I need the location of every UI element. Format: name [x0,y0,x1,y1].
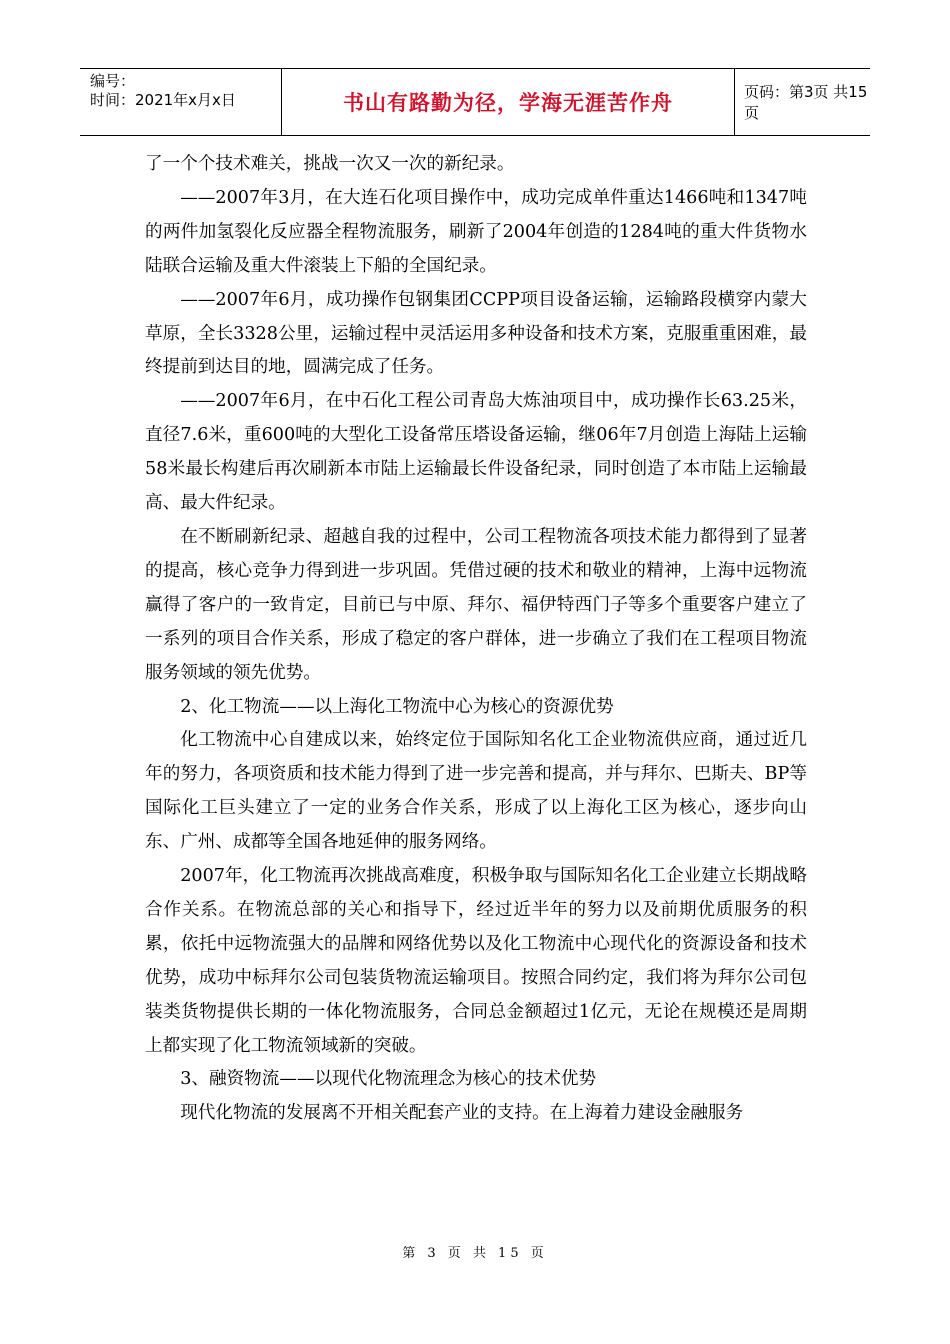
header-meta-cell [80,69,282,135]
page-footer: 第 3 页 共 15 页 [402,1246,548,1261]
page-header [80,68,870,136]
header-motto: 书山有路勤为径，学海无涯苦作舟 [282,69,735,135]
paragraph: 在不断刷新纪录、超越自我的过程中，公司工程物流各项技术能力都得到了显著的提高，核心竞争力得到进一步巩固。凭借过硬的技术和敬业的精神，上海中远物流赢得了客户的一致肯定，目前已与中原、拜尔、福伊特西门子等多个重要客户建立了一系列的项目合作关系，形成了稳定的客户群体，进一步确立了我们在工程项目物流服务领域的领先优势。 [145,526,807,683]
paragraph: ——2007年6月，成功操作包钢集团CCPP项目设备运输，运输路段横穿内蒙大草原，全长3328公里，运输过程中灵活运用多种设备和技术方案，克服重重困难，最终提前到达目的地，圆满完成了任务。 [145,289,807,378]
paragraph: ——2007年6月，在中石化工程公司青岛大炼油项目中，成功操作长63.25米，直径7.6米，重600吨的大型化工设备常压塔设备运输，继06年7月创造上海陆上运输58米最长构建后再次刷新本市陆上运输最长件设备纪录，同时创造了本市陆上运输最高、最大件纪录。 [145,391,807,514]
section-heading: 2、化工物流——以上海化工物流中心为核心的资源优势 [180,696,614,717]
paragraph: ——2007年3月，在大连石化项目操作中，成功完成单件重达1466吨和1347吨的两件加氢裂化反应器全程物流服务，刷新了2004年创造的1284吨的重大件货物水陆联合运输及重大件滚装上下船的全国纪录。 [145,187,807,276]
doc-code-label: 编号： [90,72,136,90]
paragraph: 化工物流中心自建成以来，始终定位于国际知名化工企业物流供应商，通过近几年的努力，各项资质和技术能力得到了进一步完善和提高，并与拜尔、巴斯夫、BP等国际化工巨头建立了一定的业务合作关系，形成了以上海化工区为核心，逐步向山东、广州、成都等全国各地延伸的服务网络。 [145,730,807,853]
paragraph: 了一个个技术难关，挑战一次又一次的新纪录。 [145,154,515,174]
document-body [145,148,807,1131]
header-page-info: 页码：第3页 共15页 [744,83,868,122]
section-heading: 3、融资物流——以现代化物流理念为核心的技术优势 [180,1069,597,1090]
paragraph: 现代化物流的发展离不开相关配套产业的支持。在上海着力建设金融服务 [180,1103,744,1124]
paragraph: 2007年，化工物流再次挑战高难度，积极争取与国际知名化工企业建立长期战略合作关系。在物流总部的关心和指导下，经过近半年的努力以及前期优质服务的积累，依托中远物流强大的品牌和网络优势以及化工物流中心现代化的资源设备和技术优势，成功中标拜尔公司包装货物流运输项目。按照合同约定，我们将为拜尔公司包装类货物提供长期的一体化物流服务，合同总金额超过1亿元，无论在规模还是周期上都实现了化工物流领域新的突破。 [145,866,807,1056]
doc-date-label: 时间：2021年x月x日 [90,91,236,109]
